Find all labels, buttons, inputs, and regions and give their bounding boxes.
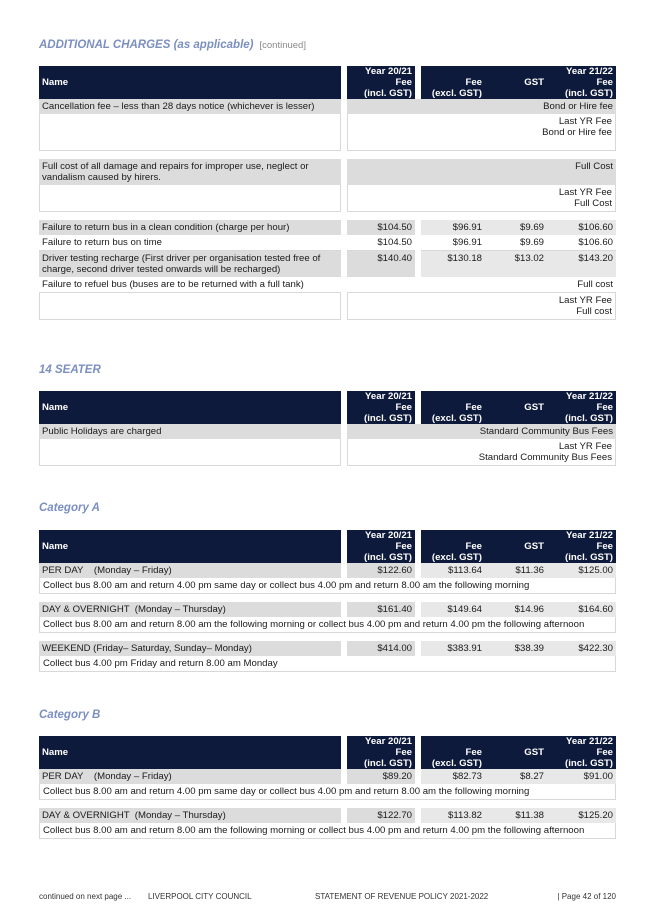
fee-2122: $125.00 (547, 563, 616, 578)
fee-2021: $104.50 (347, 220, 415, 235)
fee-2021: $122.60 (347, 563, 415, 578)
row-name: Full cost of all damage and repairs for improper use, neglect or vandalism caused by hirers. (39, 159, 341, 185)
table-header (39, 736, 616, 769)
table-row-weekend (39, 641, 616, 656)
fee-gst: $9.69 (485, 220, 547, 235)
table-row-refuel (39, 277, 616, 293)
header-year-2122: Year 21/22 Fee (incl. GST) (547, 391, 616, 424)
fee-gst: $9.69 (485, 235, 547, 251)
row-name: WEEKEND (Friday– Saturday, Sunday– Monday) (39, 641, 341, 656)
fee-2021: $140.40 (347, 251, 415, 277)
table-header (39, 391, 616, 424)
row-name: PER DAY (Monday – Friday) (39, 563, 341, 578)
last-year-fee: Last YR Fee Full Cost (347, 185, 616, 212)
section-title-category-b: Category B (39, 709, 101, 721)
header-year-2122: Year 21/22 Fee (incl. GST) (547, 530, 616, 563)
table-row-cancellation-fee (39, 99, 616, 114)
row-name: DAY & OVERNIGHT (Monday – Thursday) (39, 808, 341, 823)
row-value: Full Cost (347, 159, 616, 185)
table-row-note (39, 617, 616, 633)
fee-excl: $383.91 (421, 641, 485, 656)
row-name: Failure to return bus in a clean condition (charge per hour) (39, 220, 341, 235)
section-title-text: ADDITIONAL CHARGES (as applicable) (39, 39, 254, 51)
header-gst: GST (485, 736, 547, 769)
table-header (39, 66, 616, 99)
last-year-fee: Last YR Fee Full cost (347, 293, 616, 320)
fee-gst: $8.27 (485, 769, 547, 784)
category-a-table (39, 530, 616, 672)
section-title-additional-charges (39, 39, 306, 51)
row-note: Collect bus 8.00 am and return 8.00 am the following morning or collect bus 4.00 pm and return 4.00 pm the following afternoon (39, 823, 616, 839)
row-name: DAY & OVERNIGHT (Monday – Thursday) (39, 602, 341, 617)
header-fee-excl: Fee (excl. GST) (421, 66, 485, 99)
header-gst: GST (485, 66, 547, 99)
row-name: PER DAY (Monday – Friday) (39, 769, 341, 784)
table-row-note (39, 823, 616, 839)
fee-excl: $113.82 (421, 808, 485, 823)
row-note: Collect bus 8.00 am and return 8.00 am the following morning or collect bus 4.00 pm and return 4.00 pm the following afternoon (39, 617, 616, 633)
footer-statement: STATEMENT OF REVENUE POLICY 2021-2022 (315, 892, 489, 901)
row-value: Full cost (347, 277, 616, 293)
fee-2021: $122.70 (347, 808, 415, 823)
fee-2122: $143.20 (547, 251, 616, 277)
row-name: Public Holidays are charged (39, 424, 341, 439)
header-fee-excl: Fee (excl. GST) (421, 530, 485, 563)
row-note: Collect bus 8.00 am and return 4.00 pm same day or collect bus 4.00 pm and return 8.00 am the following morning (39, 578, 616, 594)
fee-gst: $13.02 (485, 251, 547, 277)
fee-2021: $414.00 (347, 641, 415, 656)
fee-gst: $14.96 (485, 602, 547, 617)
section-title-14-seater: 14 SEATER (39, 364, 101, 376)
table-row-driver-testing (39, 251, 616, 277)
continued-label: [continued] (259, 40, 306, 51)
row-name: Driver testing recharge (First driver per organisation tested free of charge, second driver tested onwards will be recharged) (39, 251, 341, 277)
table-row-note (39, 656, 616, 672)
fee-2122: $106.60 (547, 220, 616, 235)
last-year-fee: Last YR Fee Standard Community Bus Fees (347, 439, 616, 466)
table-row-on-time (39, 235, 616, 251)
header-fee-excl: Fee (excl. GST) (421, 736, 485, 769)
table-row-day-overnight (39, 602, 616, 617)
header-year-2021: Year 20/21 Fee (incl. GST) (347, 391, 415, 424)
header-year-2021: Year 20/21 Fee (incl. GST) (347, 530, 415, 563)
table-row-last-year (39, 439, 616, 466)
row-value: Bond or Hire fee (347, 99, 616, 114)
last-year-fee: Last YR Fee Bond or Hire fee (347, 114, 616, 151)
fee-excl: $96.91 (421, 220, 485, 235)
fee-excl: $113.64 (421, 563, 485, 578)
row-name: Failure to return bus on time (39, 235, 341, 251)
row-name: Failure to refuel bus (buses are to be returned with a full tank) (39, 277, 341, 293)
fee-excl: $130.18 (421, 251, 485, 277)
fee-2122: $164.60 (547, 602, 616, 617)
fee-2122: $91.00 (547, 769, 616, 784)
fourteen-seater-table (39, 391, 616, 466)
header-year-2122: Year 21/22 Fee (incl. GST) (547, 66, 616, 99)
header-name: Name (39, 736, 341, 769)
header-year-2122: Year 21/22 Fee (incl. GST) (547, 736, 616, 769)
section-title-category-a: Category A (39, 502, 100, 514)
header-gst: GST (485, 530, 547, 563)
additional-charges-table (39, 66, 616, 320)
footer-council: LIVERPOOL CITY COUNCIL (148, 892, 252, 901)
header-name: Name (39, 391, 341, 424)
footer-page-number: | Page 42 of 120 (557, 892, 616, 901)
header-fee-excl: Fee (excl. GST) (421, 391, 485, 424)
fee-gst: $11.36 (485, 563, 547, 578)
table-row-last-year (39, 185, 616, 212)
fee-excl: $149.64 (421, 602, 485, 617)
table-row-note (39, 784, 616, 800)
header-year-2021: Year 20/21 Fee (incl. GST) (347, 66, 415, 99)
fee-2122: $125.20 (547, 808, 616, 823)
fee-2021: $161.40 (347, 602, 415, 617)
fee-2021: $104.50 (347, 235, 415, 251)
fee-2122: $106.60 (547, 235, 616, 251)
table-header (39, 530, 616, 563)
fee-2122: $422.30 (547, 641, 616, 656)
row-value: Standard Community Bus Fees (347, 424, 616, 439)
fee-gst: $38.39 (485, 641, 547, 656)
fee-excl: $82.73 (421, 769, 485, 784)
fee-gst: $11.38 (485, 808, 547, 823)
table-row-clean-condition (39, 220, 616, 235)
header-name: Name (39, 530, 341, 563)
fee-excl: $96.91 (421, 235, 485, 251)
table-row-note (39, 578, 616, 594)
row-note: Collect bus 8.00 am and return 4.00 pm same day or collect bus 4.00 pm and return 8.00 am the following morning (39, 784, 616, 800)
table-row-day-overnight (39, 808, 616, 823)
header-gst: GST (485, 391, 547, 424)
table-row-last-year (39, 293, 616, 320)
header-year-2021: Year 20/21 Fee (incl. GST) (347, 736, 415, 769)
table-row-per-day (39, 769, 616, 784)
header-name: Name (39, 66, 341, 99)
fee-2021: $89.20 (347, 769, 415, 784)
table-row-public-holidays (39, 424, 616, 439)
row-name: Cancellation fee – less than 28 days notice (whichever is lesser) (39, 99, 341, 114)
footer-continued: continued on next page ... (39, 892, 132, 901)
table-row-per-day (39, 563, 616, 578)
table-row-last-year (39, 114, 616, 151)
category-b-table (39, 736, 616, 839)
row-note: Collect bus 4.00 pm Friday and return 8.00 am Monday (39, 656, 616, 672)
table-row-damage-cost (39, 159, 616, 185)
